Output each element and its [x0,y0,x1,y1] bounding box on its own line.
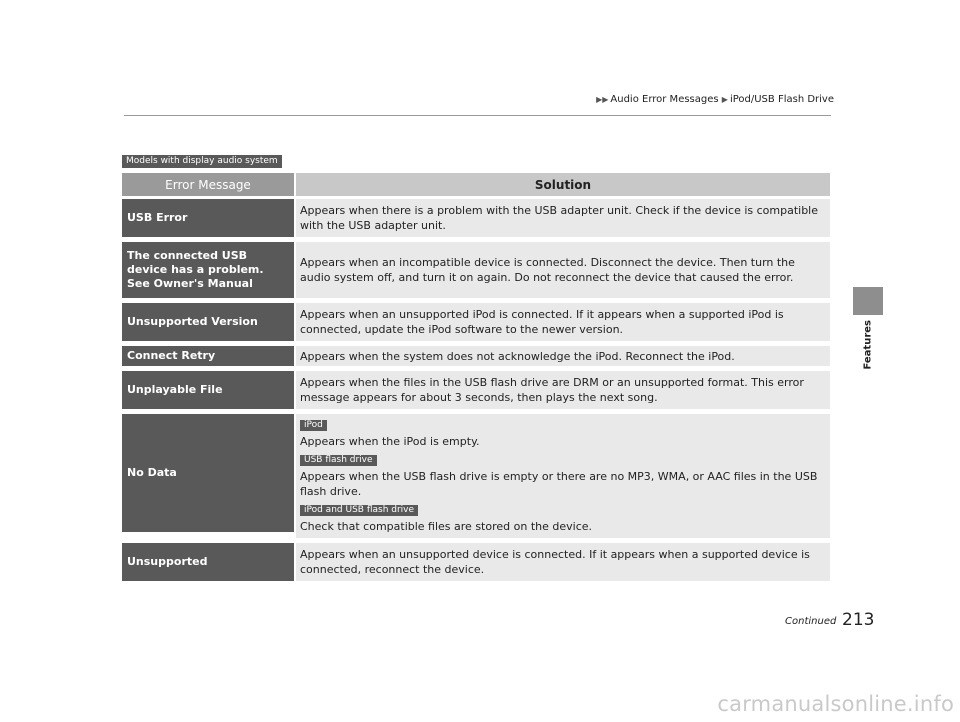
error-message: No Data [122,414,294,532]
solution: Appears when an incompatible device is connected. Disconnect the device. Then turn the audio system off, and turn it on again. Do not reconnect the device that caused the error. [296,242,830,298]
table-row [122,543,830,581]
error-message: Unplayable File [122,371,294,409]
device-tag: iPod [300,420,327,431]
solution: Appears when the system does not acknowledge the iPod. Reconnect the iPod. [296,346,830,366]
column-header: Error Message [122,173,294,196]
error-message-table [122,173,830,586]
device-tag: USB flash drive [300,455,377,466]
solution: Appears when the files in the USB flash drive are DRM or an unsupported format. This error message appears for about 3 seconds, then plays the next song. [296,371,830,409]
error-message: Unsupported [122,543,294,581]
watermark: carmanualsonline.info [717,692,954,716]
header-divider [124,115,831,116]
continued-label: Continued [785,616,837,627]
solution: Appears when there is a problem with the USB adapter unit. Check if the device is compatible with the USB adapter unit. [296,199,830,237]
table-row [122,346,830,366]
breadcrumb-item[interactable]: iPod/USB Flash Drive [729,94,834,105]
arrow-icon: ▶▶ [596,95,609,104]
column-header: Solution [296,173,830,196]
table-row [122,242,830,298]
section-tab [853,287,883,315]
breadcrumb-item[interactable]: Audio Error Messages [610,94,719,105]
table-header [122,173,830,196]
table-row [122,414,830,538]
solution: Appears when an unsupported iPod is connected. If it appears when a supported iPod is connected, update the iPod software to the newer version. [296,303,830,341]
error-message: USB Error [122,199,294,237]
device-tag: iPod and USB flash drive [300,505,418,516]
page-number: 213 [842,610,875,630]
section-label: Features [862,320,874,370]
error-message: The connected USB device has a problem. See Owner's Manual [122,242,294,298]
error-message: Unsupported Version [122,303,294,341]
error-message: Connect Retry [122,346,294,366]
table-row [122,371,830,409]
breadcrumb [596,94,834,105]
solution: Appears when an unsupported device is connected. If it appears when a supported device is connected, reconnect the device. [296,543,830,581]
arrow-icon: ▶ [721,95,728,104]
solution: iPod Appears when the iPod is empty. USB flash drive Appears when the USB flash drive is empty or there are no MP3, WMA, or AAC files in the USB flash drive. iPod and USB flash drive Check that compatible files are stored on the device. [296,414,830,538]
table-row [122,303,830,341]
table-row [122,199,830,237]
models-badge: Models with display audio system [122,155,282,168]
